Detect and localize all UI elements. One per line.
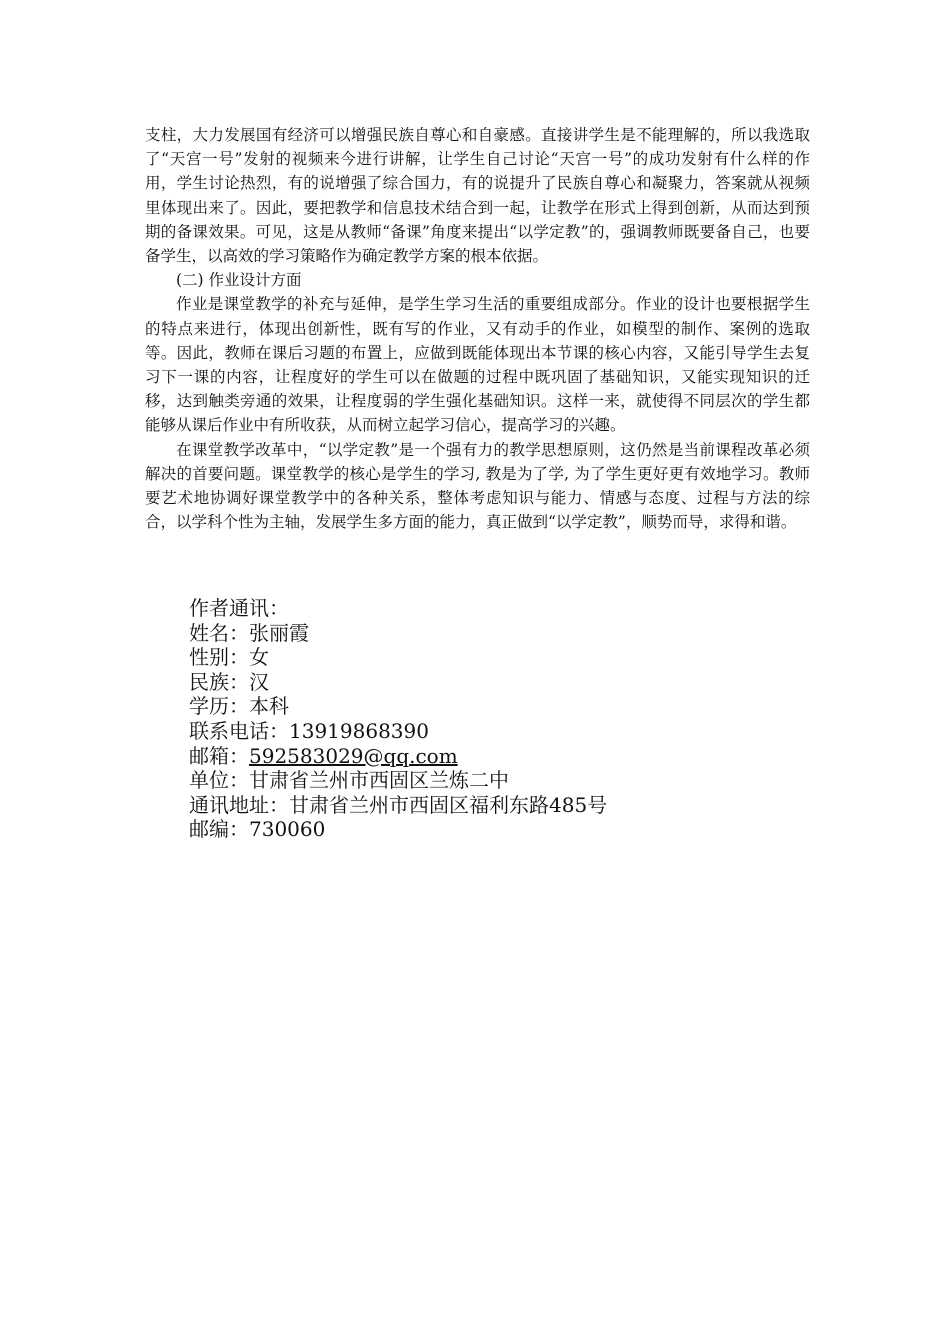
contact-gender: 性别：女: [189, 645, 269, 670]
body-text: [145, 123, 810, 534]
paragraph-continuation: 支柱，大力发展国有经济可以增强民族自尊心和自豪感。直接讲学生是不能理解的，所以我选取了“天宫一号”发射的视频来今进行讲解，让学生自己讨论“天宫一号”的成功发射有什么样的作用，学生讨论热烈，有的说增强了综合国力，有的说提升了民族自尊心和凝聚力，答案就从视频里体现出来了。因此，要把教学和信息技术结合到一起，让教学在形式上得到创新，从而达到预期的备课效果。可见，这是从教师“备课”角度来提出“以学定教”的，强调教师既要备自己，也要备学生，以高效的学习策略作为确定教学方案的根本依据。: [145, 126, 810, 266]
contact-email-label: 邮箱：: [189, 743, 249, 768]
contact-title: 作者通讯：: [189, 596, 289, 620]
contact-education: 学历：本科: [189, 694, 289, 719]
contact-postcode: 邮编：730060: [189, 817, 326, 842]
contact-ethnicity: 民族：汉: [189, 669, 269, 694]
paragraph-homework-design: 作业是课堂教学的补充与延伸，是学生学习生活的重要组成部分。作业的设计也要根据学生的特点来进行，体现出创新性，既有写的作业，又有动手的作业，如模型的制作、案例的选取等。因此，教师在课后习题的布置上，应做到既能体现出本节课的核心内容，又能引导学生去复习下一课的内容，让程度好的学生可以在做题的过程中既巩固了基础知识，又能实现知识的迁移，达到触类旁通的效果，让程度弱的学生强化基础知识。这样一来，就使得不同层次的学生都能够从课后作业中有所收获，从而树立起学习信心，提高学习的兴趣。: [145, 295, 810, 435]
contact-email-link[interactable]: 592583029@qq.com: [249, 743, 458, 768]
contact-email-row: [189, 744, 749, 769]
author-contact: [189, 596, 749, 842]
section-heading: (二) 作业设计方面: [176, 271, 302, 290]
contact-phone: 联系电话：13919868390: [189, 718, 429, 743]
contact-address: 通讯地址：甘肃省兰州市西固区福利东路485号: [189, 792, 608, 817]
paragraph-conclusion: 在课堂教学改革中，“以学定教”是一个强有力的教学思想原则，这仍然是当前课程改革必须解决的首要问题。课堂教学的核心是学生的学习, 教是为了学, 为了学生更好更有效地学习。教师要艺术地协调好课堂教学中的各种关系，整体考虑知识与能力、情感与态度、过程与方法的综合，以学科个性为主轴，发展学生多方面的能力，真正做到“以学定教”，顺势而导，求得和谐。: [145, 440, 810, 532]
contact-unit: 单位：甘肃省兰州市西固区兰炼二中: [189, 768, 509, 793]
contact-name: 姓名：张丽霞: [189, 620, 309, 645]
